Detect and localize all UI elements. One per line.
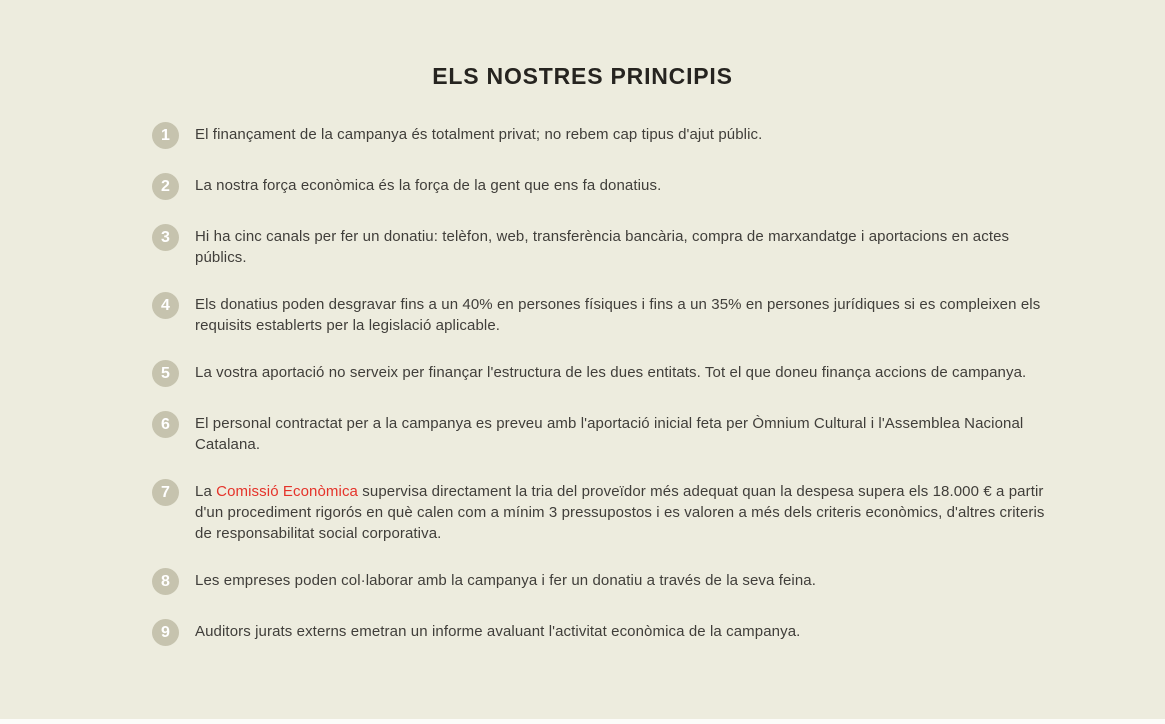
number-badge-2: 2 — [152, 173, 179, 200]
comissio-economica-link[interactable]: Comissió Econòmica — [216, 483, 359, 500]
next-section-edge — [0, 719, 1165, 724]
principle-text-3: Hi ha cinc canals per fer un donatiu: telèfon, web, transferència bancària, compra de marxandatge i aportacions en actes públics. — [195, 228, 1010, 266]
principle-7-pre-text: La — [195, 483, 217, 500]
number-badge-5: 5 — [152, 360, 179, 387]
principle-item-2 — [152, 173, 1055, 200]
principle-item-7 — [152, 479, 1055, 544]
principle-text-6: El personal contractat per a la campanya es preveu amb l'aportació inicial feta per Òmnium Cultural i l'Assemblea Nacional Catalana. — [195, 415, 1024, 453]
number-badge-9: 9 — [152, 619, 179, 646]
number-badge-1: 1 — [152, 122, 179, 149]
principle-item-1 — [152, 122, 1055, 149]
principle-text-4: Els donatius poden desgravar fins a un 40% en persones físiques i fins a un 35% en persones jurídiques si es compleixen els requisits establerts per la legislació aplicable. — [195, 296, 1041, 334]
principles-list — [0, 122, 1165, 646]
number-badge-3: 3 — [152, 224, 179, 251]
principle-item-3 — [152, 224, 1055, 268]
principle-item-6 — [152, 411, 1055, 455]
section-title: ELS NOSTRES PRINCIPIS — [432, 63, 733, 89]
principle-7-post-text: supervisa directament la tria del proveïdor més adequat quan la despesa supera els 18.000 € a partir d'un procediment rigorós en què calen com a mínim 3 pressupostos i es valoren a més dels criteris econòmics, d'altres criteris de responsabilitat social corporativa. — [195, 483, 1045, 542]
principle-text-9: Auditors jurats externs emetran un informe avaluant l'activitat econòmica de la campanya. — [195, 623, 801, 640]
number-badge-8: 8 — [152, 568, 179, 595]
principle-item-5 — [152, 360, 1055, 387]
number-badge-4: 4 — [152, 292, 179, 319]
principle-text-2: La nostra força econòmica és la força de la gent que ens fa donatius. — [195, 177, 662, 194]
principle-text-1: El finançament de la campanya és totalment privat; no rebem cap tipus d'ajut públic. — [195, 126, 763, 143]
principle-text-5: La vostra aportació no serveix per finançar l'estructura de les dues entitats. Tot el que doneu finança accions de campanya. — [195, 364, 1027, 381]
principle-item-9 — [152, 619, 1055, 646]
principle-text-7 — [195, 479, 1047, 544]
principle-item-4 — [152, 292, 1055, 336]
number-badge-6: 6 — [152, 411, 179, 438]
number-badge-7: 7 — [152, 479, 179, 506]
principle-item-8 — [152, 568, 1055, 595]
principle-text-8: Les empreses poden col·laborar amb la campanya i fer un donatiu a través de la seva feina. — [195, 572, 817, 589]
